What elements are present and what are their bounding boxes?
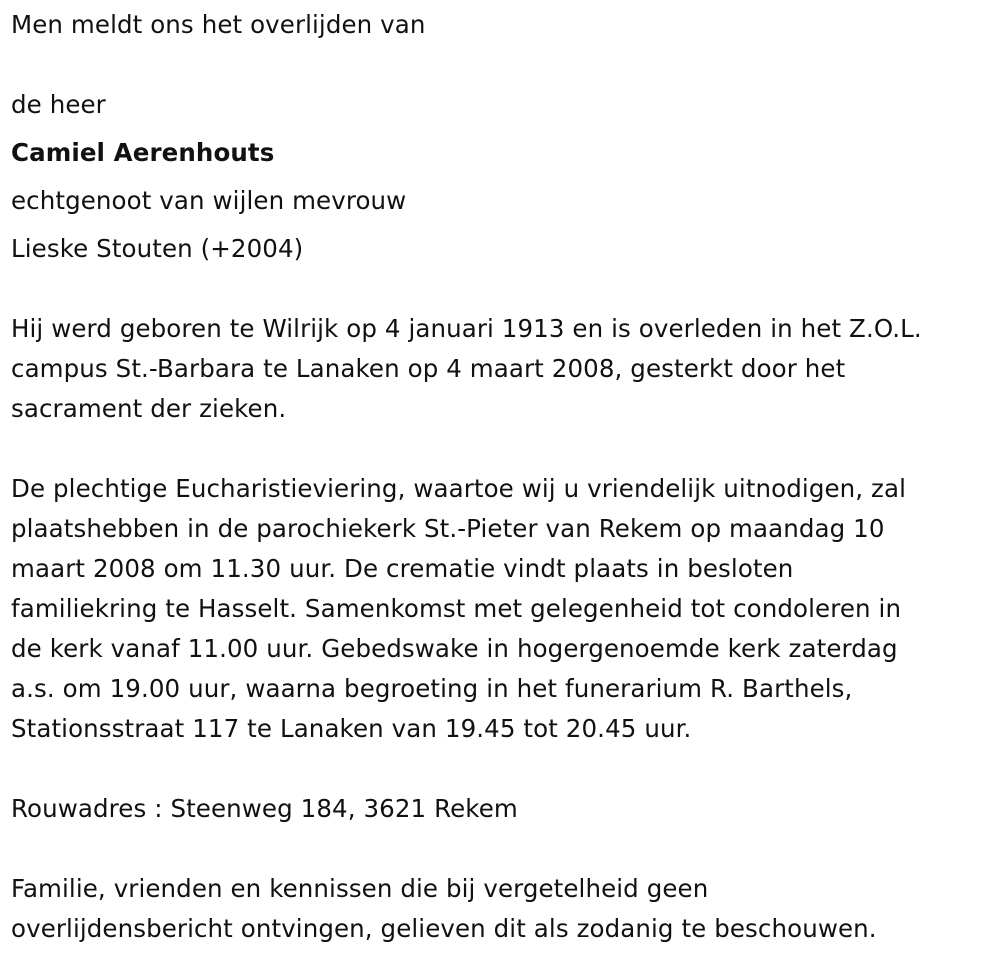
mourning-address: Rouwadres : Steenweg 184, 3621 Rekem	[11, 794, 518, 823]
birth-paragraph-line: campus St.-Barbara te Lanaken op 4 maart 2008, gesterkt door het	[11, 354, 846, 383]
intro-line: Men meldt ons het overlijden van	[11, 10, 426, 39]
ceremony-paragraph-line: Stationsstraat 117 te Lanaken van 19.45 tot 20.45 uur.	[11, 714, 692, 743]
closing-paragraph-line: Familie, vrienden en kennissen die bij vergetelheid geen	[11, 874, 709, 903]
ceremony-paragraph-line: De plechtige Eucharistieviering, waartoe wij u vriendelijk uitnodigen, zal	[11, 474, 907, 503]
birth-paragraph-line: Hij werd geboren te Wilrijk op 4 januari 1913 en is overleden in het Z.O.L.	[11, 314, 922, 343]
ceremony-paragraph-line: de kerk vanaf 11.00 uur. Gebedswake in hogergenoemde kerk zaterdag	[11, 634, 898, 663]
spouse-line-1: echtgenoot van wijlen mevrouw	[11, 186, 407, 215]
birth-paragraph-line: sacrament der zieken.	[11, 394, 287, 423]
closing-paragraph-line: overlijdensbericht ontvingen, gelieven dit als zodanig te beschouwen.	[11, 914, 877, 943]
ceremony-paragraph-line: familiekring te Hasselt. Samenkomst met gelegenheid tot condoleren in	[11, 594, 902, 623]
ceremony-paragraph-line: maart 2008 om 11.30 uur. De crematie vindt plaats in besloten	[11, 554, 794, 583]
deceased-name: Camiel Aerenhouts	[11, 138, 275, 167]
ceremony-paragraph-line: a.s. om 19.00 uur, waarna begroeting in het funerarium R. Barthels,	[11, 674, 853, 703]
spouse-line-2: Lieske Stouten (+2004)	[11, 234, 304, 263]
ceremony-paragraph-line: plaatshebben in de parochiekerk St.-Pieter van Rekem op maandag 10	[11, 514, 885, 543]
salutation: de heer	[11, 90, 106, 119]
